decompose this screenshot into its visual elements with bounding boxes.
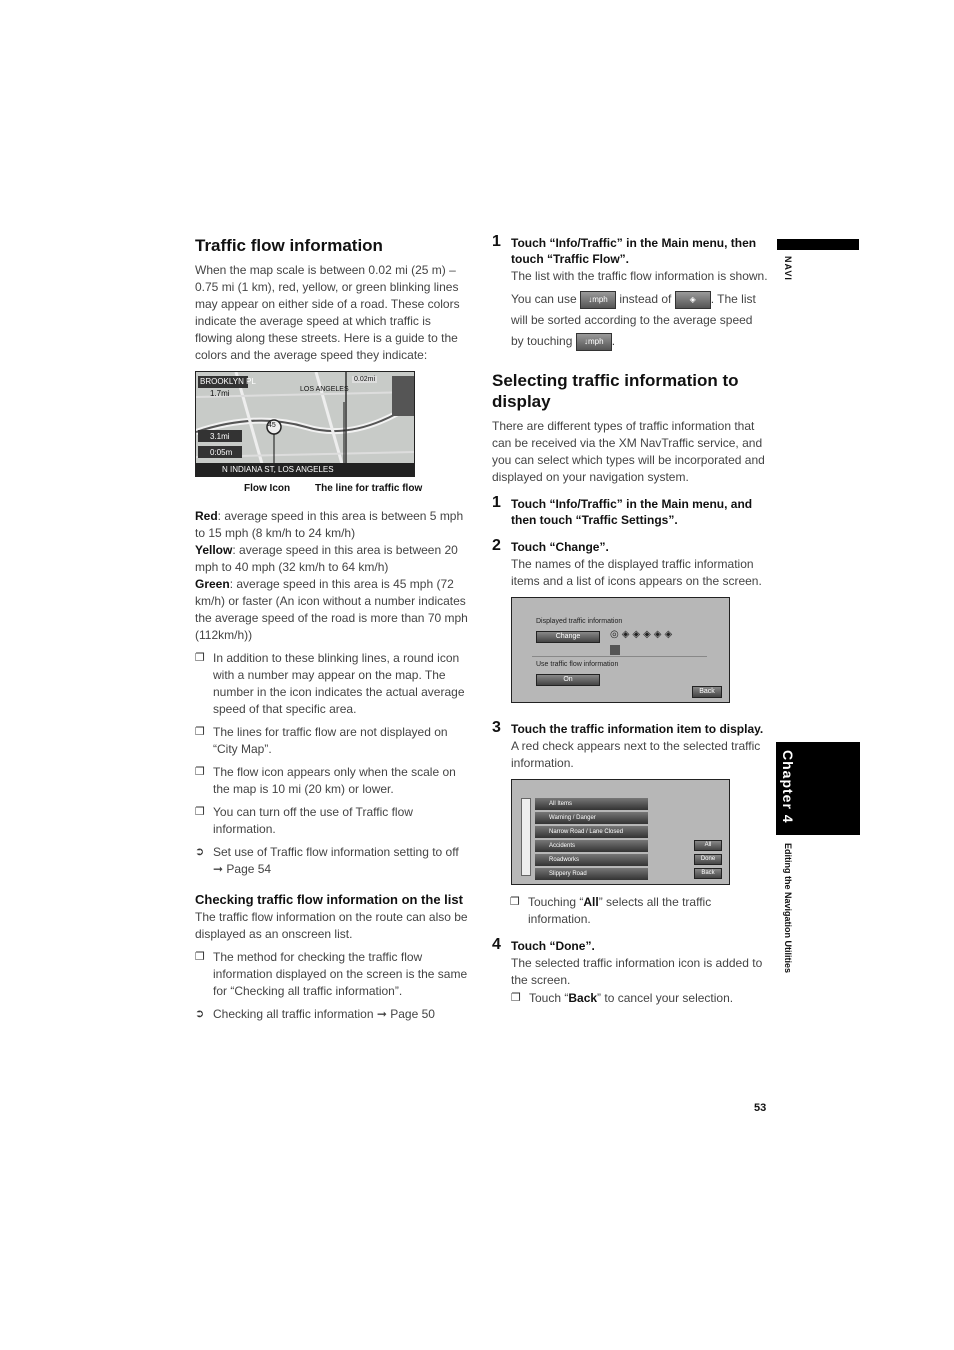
checkbox-bullet-icon: ❐ — [195, 726, 205, 738]
map-time: 0:05m — [210, 448, 233, 457]
note-item: ❐ Touch “Back” to cancel your selection. — [511, 991, 734, 1005]
displayed-info-label: Displayed traffic information — [536, 618, 623, 625]
page-reference: ➲ Set use of Traffic flow information setting to off ➞ Page 54 — [195, 845, 459, 876]
reference-arrow-icon: ➲ — [195, 846, 205, 858]
step-number: 1 — [492, 494, 501, 511]
map-distance-b: 3.1mi — [210, 432, 230, 441]
map-city-label: LOS ANGELES — [300, 386, 349, 393]
checkbox-bullet-icon: ❐ — [511, 992, 521, 1004]
back-button: Back — [692, 686, 722, 698]
step-heading: Touch “Done”. — [511, 939, 595, 953]
map-distance-a: 1.7mi — [210, 389, 230, 398]
done-button: Done — [694, 854, 722, 865]
traffic-settings-screenshot — [511, 597, 730, 703]
list-item: Slippery Road — [535, 868, 648, 880]
chapter-tab-label: Chapter 4 — [780, 750, 796, 824]
selecting-intro: There are different types of traffic information that can be received via the XM NavTraffic service, and you can select which types will be incorporated and displayed on your navigation system. — [492, 419, 765, 484]
color-green-desc: Green: average speed in this area is 45 mph (72 km/h) or faster (An icon without a number indicates the average speed of the road is more than 70 mph (112km/h)) — [195, 577, 468, 642]
all-keyword: All — [583, 895, 599, 909]
step-text: The names of the displayed traffic information items and a list of icons appears on the screen. — [511, 557, 762, 588]
traffic-type-icons: ◎◈◈◈◈◈ — [610, 629, 676, 640]
all-button: All — [694, 840, 722, 851]
step-1-traffic-settings — [492, 496, 768, 528]
step-heading: Touch “Info/Traffic” in the Main menu, then touch “Traffic Flow”. — [511, 236, 757, 266]
mph-sort-icon: ↓mph — [580, 291, 616, 309]
subsection-title-checking-list: Checking traffic flow information on the list — [195, 892, 463, 907]
scrollbar — [521, 798, 531, 876]
section-title-selecting: Selecting traffic information to display — [492, 371, 739, 411]
back-button: Back — [694, 868, 722, 879]
note-item: ❐ The lines for traffic flow are not displayed on “City Map”. — [195, 725, 448, 756]
checkbox-bullet-icon: ❐ — [195, 951, 205, 963]
note-item: ❐ In addition to these blinking lines, a round icon with a number may appear on the map. The number in the icon indicates the actual average speed of that specific area. — [195, 651, 465, 716]
page-reference: ➲ Checking all traffic information ➞ Page 50 — [195, 1007, 435, 1021]
flow-icon-small — [610, 645, 620, 655]
color-red-desc: Red: average speed in this area is between 5 mph to 15 mph (8 km/h to 24 km/h) — [195, 509, 464, 540]
navi-tab-bar — [777, 239, 859, 250]
step-number: 2 — [492, 537, 501, 554]
flow-icon-number: 45 — [268, 422, 276, 429]
traffic-items-screenshot — [511, 779, 730, 885]
section-title-traffic-flow: Traffic flow information — [195, 236, 383, 255]
note-item: ❐ The flow icon appears only when the scale on the map is 10 mi (20 km) or lower. — [195, 765, 456, 796]
page-number: 53 — [754, 1102, 767, 1114]
mph-sort-icon: ↓mph — [576, 333, 612, 351]
step-4-done — [492, 938, 768, 1007]
list-item: Narrow Road / Lane Closed — [535, 826, 648, 838]
step-text: The selected traffic information icon is added to the screen. — [511, 956, 763, 987]
map-street-top: BROOKLYN PL — [200, 377, 256, 386]
color-yellow-desc: Yellow: average speed in this area is between 20 mph to 40 mph (32 km/h to 64 km/h) — [195, 543, 458, 574]
caption-flow-line: The line for traffic flow — [315, 483, 423, 494]
step-text: A red check appears next to the selected traffic information. — [511, 739, 761, 770]
checkbox-bullet-icon: ❐ — [510, 896, 520, 908]
color-yellow-label: Yellow — [195, 543, 233, 557]
step-number: 4 — [492, 936, 501, 953]
navi-tab-label: NAVI — [783, 256, 793, 281]
checkbox-bullet-icon: ❐ — [195, 766, 205, 778]
step-2-change — [492, 539, 768, 590]
divider — [532, 656, 707, 657]
step-heading: Touch “Info/Traffic” in the Main menu, and then touch “Traffic Settings”. — [511, 497, 753, 527]
step-3-select-item — [492, 721, 768, 772]
caption-flow-icon: Flow Icon — [244, 483, 291, 494]
map-captions — [195, 481, 468, 499]
note-item: ❐ The method for checking the traffic flow information displayed on the screen is the same for “Checking all traffic information”. — [195, 950, 468, 998]
note-item: ❐ Touching “All” selects all the traffic information. — [510, 895, 712, 926]
step-number: 3 — [492, 719, 501, 736]
list-item: Accidents — [535, 840, 648, 852]
subsection-text: The traffic flow information on the route can also be displayed as an onscreen list. — [195, 910, 468, 941]
on-button: On — [536, 674, 600, 686]
reference-arrow-icon: ➲ — [195, 1008, 205, 1020]
step-heading: Touch the traffic information item to display. — [511, 722, 764, 736]
intro-paragraph: When the map scale is between 0.02 mi (25 m) – 0.75 mi (1 km), red, yellow, or green blinking lines may appear on either side of a road. These colors indicate the average speed at which traffic is flowing along these streets. Here is a guide to the colors and the average speed they indicate: — [195, 263, 460, 362]
step-heading: Touch “Change”. — [511, 540, 609, 554]
map-scale: 0.02mi — [354, 376, 376, 383]
step-number: 1 — [492, 233, 501, 250]
back-keyword: Back — [568, 991, 598, 1005]
step-1-traffic-flow — [492, 235, 768, 352]
items-list — [535, 798, 648, 882]
mph-sort-note: You can use ↓mph instead of ◈ . The list will be sorted according to the average speed by touching ↓mph . — [511, 289, 768, 352]
checkbox-bullet-icon: ❐ — [195, 652, 205, 664]
left-column — [195, 232, 468, 1023]
list-item: All Items — [535, 798, 648, 810]
traffic-sort-icon: ◈ — [675, 291, 711, 309]
list-item: Roadworks — [535, 854, 648, 866]
checkbox-bullet-icon: ❐ — [195, 806, 205, 818]
note-item: ❐ You can turn off the use of Traffic flow information. — [195, 805, 413, 836]
use-flow-label: Use traffic flow information — [536, 661, 619, 668]
step-text: The list with the traffic flow information is shown. — [511, 269, 768, 283]
map-screenshot — [195, 371, 415, 477]
list-item: Warning / Danger — [535, 812, 648, 824]
chapter-title-vertical: Editing the Navigation Utilities — [783, 843, 793, 974]
color-green-label: Green — [195, 577, 230, 591]
map-street-bottom: N INDIANA ST, LOS ANGELES — [222, 465, 334, 474]
change-button: Change — [536, 631, 600, 643]
right-column — [492, 232, 768, 1007]
color-red-label: Red — [195, 509, 218, 523]
